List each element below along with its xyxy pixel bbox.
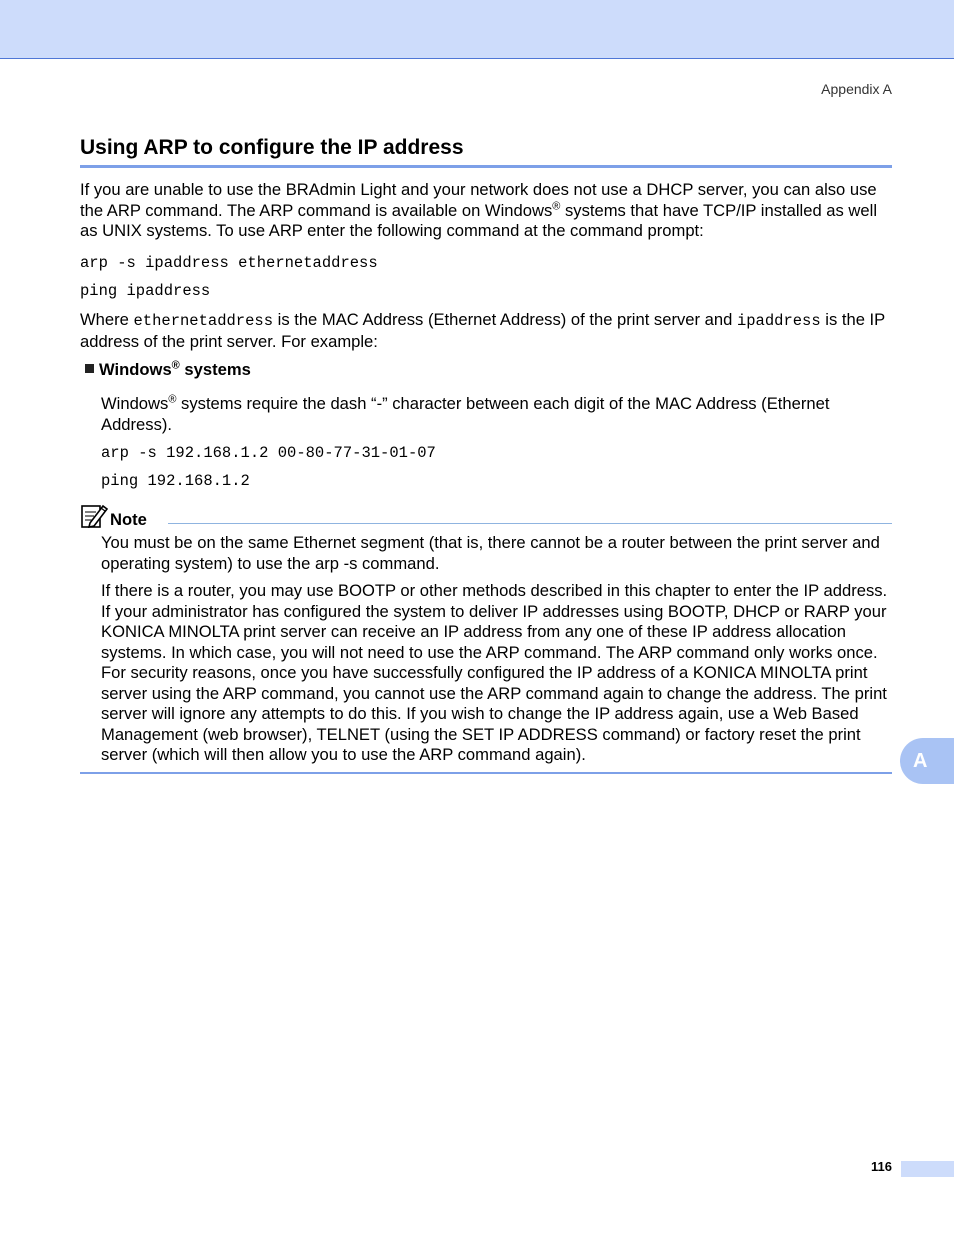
where-text-3: is the IP address of the print server. For example: <box>80 310 885 351</box>
windows-ping-command: ping 192.168.1.2 <box>101 472 250 490</box>
intro-paragraph <box>80 180 892 242</box>
running-head: Appendix A <box>821 81 892 97</box>
page-number: 116 <box>871 1159 892 1174</box>
note-paragraph-1: You must be on the same Ethernet segment (that is, there cannot be a router between the print server and operating system) to use the arp -s command. <box>101 533 880 573</box>
registered-mark: ® <box>168 393 177 406</box>
ping-command: ping ipaddress <box>80 282 211 300</box>
windows-heading-b: systems <box>179 360 251 379</box>
code-ipaddress: ipaddress <box>736 312 821 330</box>
square-bullet-icon <box>85 364 94 373</box>
intro-text-2: systems that have TCP/IP installed as well as UNIX systems. To use ARP enter the following command at the command prompt: <box>80 200 878 240</box>
registered-mark: ® <box>171 359 180 372</box>
header-band <box>0 0 954 59</box>
intro-text-1: If you are unable to use the BRAdmin Light and your network does not use a DHCP server, you can also use the ARP command. The ARP command is available on Windows <box>80 180 877 220</box>
registered-mark: ® <box>552 199 561 212</box>
note-end-rule <box>80 772 892 774</box>
arp-command: arp -s ipaddress ethernetaddress <box>80 254 378 272</box>
note-header <box>80 503 892 529</box>
page-number-bar <box>901 1161 954 1177</box>
windows-paragraph <box>101 394 892 435</box>
note-pencil-icon <box>80 503 108 529</box>
note-paragraph-2: If there is a router, you may use BOOTP or other methods described in this chapter to enter the IP address. If your administrator has configured the system to deliver IP addresses using BOOTP, DHCP or RARP your KONICA MINOLTA print server can receive an IP address from any one of these IP address allocation systems. In which case, you will not need to use the ARP command. The ARP command only works once. For security reasons, once you have successfully configured the IP address of a KONICA MINOLTA print server using the ARP command, you cannot use the ARP command again to change the address. The print server will ignore any attempts to do this. If you wish to change the IP address again, use a Web Based Management (web browser), TELNET (using the SET IP ADDRESS command) or factory reset the print server (which will then allow you to use the ARP command again). <box>101 581 888 764</box>
code-ethernetaddress: ethernetaddress <box>133 312 274 330</box>
where-paragraph <box>80 310 892 352</box>
windows-subheading <box>85 360 251 380</box>
note-divider <box>168 523 892 524</box>
note-label: Note <box>110 510 147 529</box>
where-text-1: Where <box>80 310 134 329</box>
windows-body-b: systems require the dash “-” character between each digit of the MAC Address (Ethernet Address). <box>101 394 830 434</box>
windows-body-a: Windows <box>101 394 169 413</box>
windows-heading-a: Windows <box>99 360 172 379</box>
appendix-side-tab: A <box>900 738 954 784</box>
where-text-2: is the MAC Address (Ethernet Address) of the print server and <box>273 310 737 329</box>
windows-arp-command: arp -s 192.168.1.2 00-80-77-31-01-07 <box>101 444 436 462</box>
section-title: Using ARP to configure the IP address <box>80 136 892 168</box>
